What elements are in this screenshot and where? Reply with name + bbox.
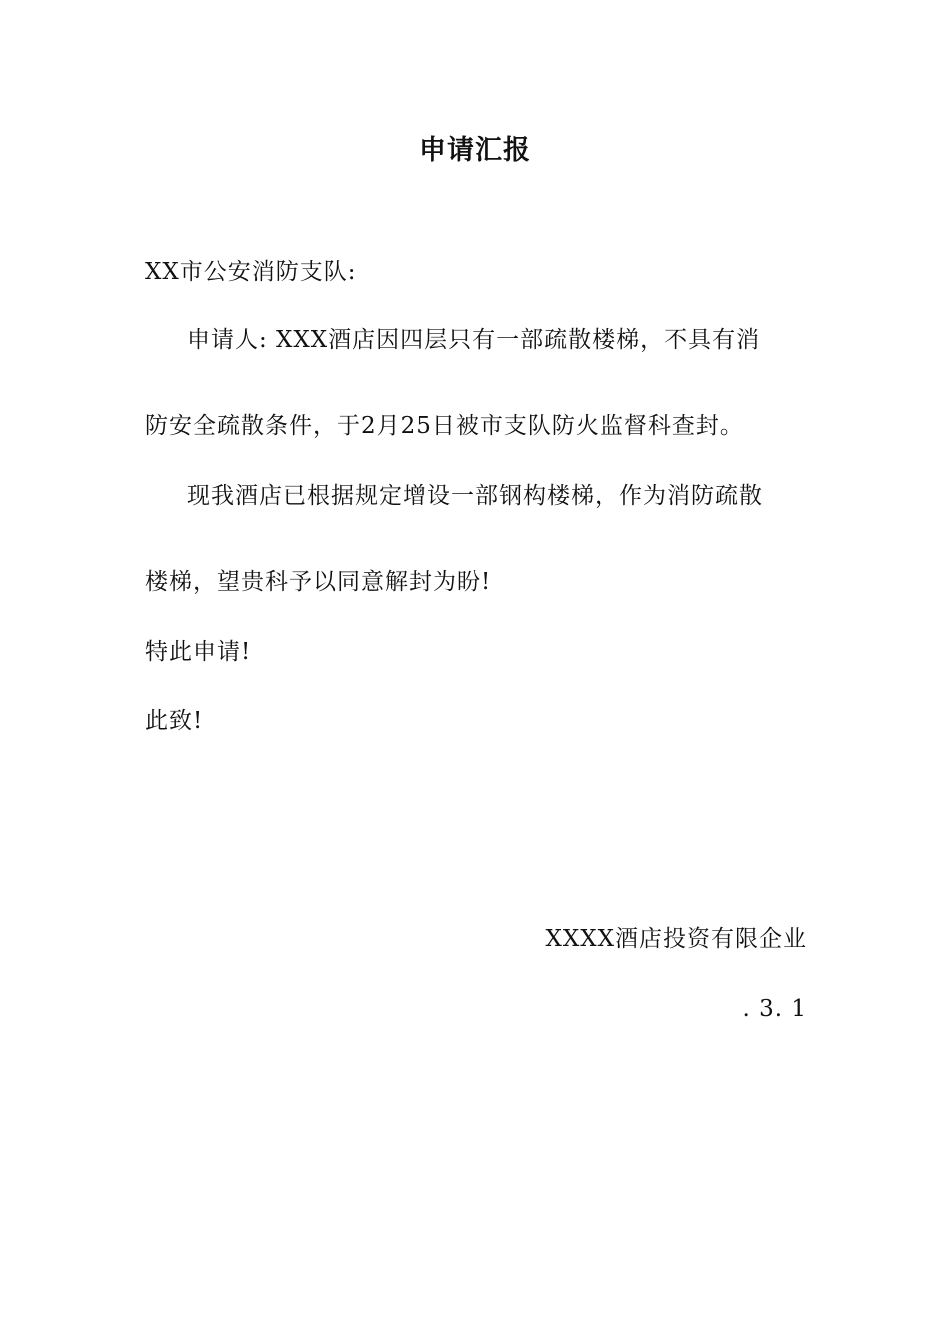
closing-regards: 此致! [145, 708, 204, 734]
paragraph2-line2: 楼梯，望贵科予以同意解封为盼! [145, 569, 492, 595]
closing-request: 特此申请! [145, 639, 252, 665]
recipient-line: XX市公安消防支队: [145, 259, 357, 285]
paragraph1-line2: 防安全疏散条件，于2月25日被市支队防火监督科查封。 [145, 413, 744, 439]
paragraph1-line1: 申请人: XXX酒店因四层只有一部疏散楼梯，不具有消 [187, 327, 761, 353]
paragraph2-line1: 现我酒店已根据规定增设一部钢构楼梯，作为消防疏散 [187, 483, 763, 509]
document-title: 申请汇报 [419, 135, 531, 166]
signature-company: XXXX酒店投资有限企业 [545, 926, 807, 952]
signature-date: . 3. 1 [742, 996, 807, 1022]
